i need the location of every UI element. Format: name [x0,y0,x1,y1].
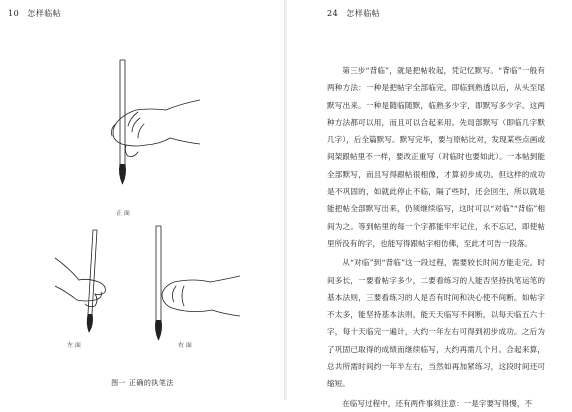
left-hand-drawing [55,228,135,338]
left-running-title: 怎样临帖 [27,9,62,18]
figure-label-left: 左 面 [67,342,81,349]
figure-label-right: 右 面 [178,342,192,349]
figure-front-view [80,52,200,217]
body-text [327,62,545,412]
figure-left-view [55,228,135,349]
paragraph: 第三步“背临”，就是把帖收起，凭记忆默写。“背临”一般有两种方法：一种是把帖字全部临完，即临到熟透以后，从头至尾默写出来。一种是随临随默，临熟多少字，即默写多少字。这两种方法都可以用，而且可以合起来用。先局部默写（即临几字默几字），后全篇默写。默写完毕，要与原帖比对，发现某些点画或间架跟帖里不一样，要改正重写（对临时也要如此）。一本帖到能全部默写，而且写得跟帖很相像，才算初步成功。但这样的成功是不巩固的，如就此停止不临，隔了些时，还会回生，所以就是能把帖全部默写出来，仍须继续临写，这时可以“对临”“背临”相间为之。等到帖里的每一个字都能牢牢记住，永不忘记，即使帖里所没有的字，也能写得跟帖字相仿佛，至此才可告一段落。 [327,66,545,248]
right-page [287,0,572,408]
left-running-head [8,8,61,19]
paragraph: 在临写过程中，还有两件事须注意：一是字要写得慢，不 [342,398,533,408]
left-page-number: 10 [8,9,20,18]
right-running-title: 怎样临帖 [346,9,381,18]
figure-right-view [150,224,240,349]
right-hand-drawing [150,224,240,344]
right-page-number: 24 [327,9,339,18]
right-running-head [327,8,380,19]
front-hand-drawing [80,52,200,202]
figure-label-front: 正 面 [116,210,130,217]
paragraph: 从“对临”到“背临”这一段过程，需要较长时间方能走完。时间多长，一要看帖字多少，二要看练习的人能否坚持执笔运笔的基本法则，三要看练习的人是否有时间和决心使不间断。如帖字不太多，能坚持基本法则，能天天临写不间断，以每天临五六十字，每十天临完一遍计，大约一年左右可得到初步成功。之后为了巩固已取得的成绩而继续临写，大约再需几个月。合起来算，总共所需时间约一年半左右，当然如再加紧练习，这段时间还可缩短。 [327,258,545,389]
figure-caption: 图一 正确的执笔法 [111,379,174,387]
left-page [0,0,285,400]
